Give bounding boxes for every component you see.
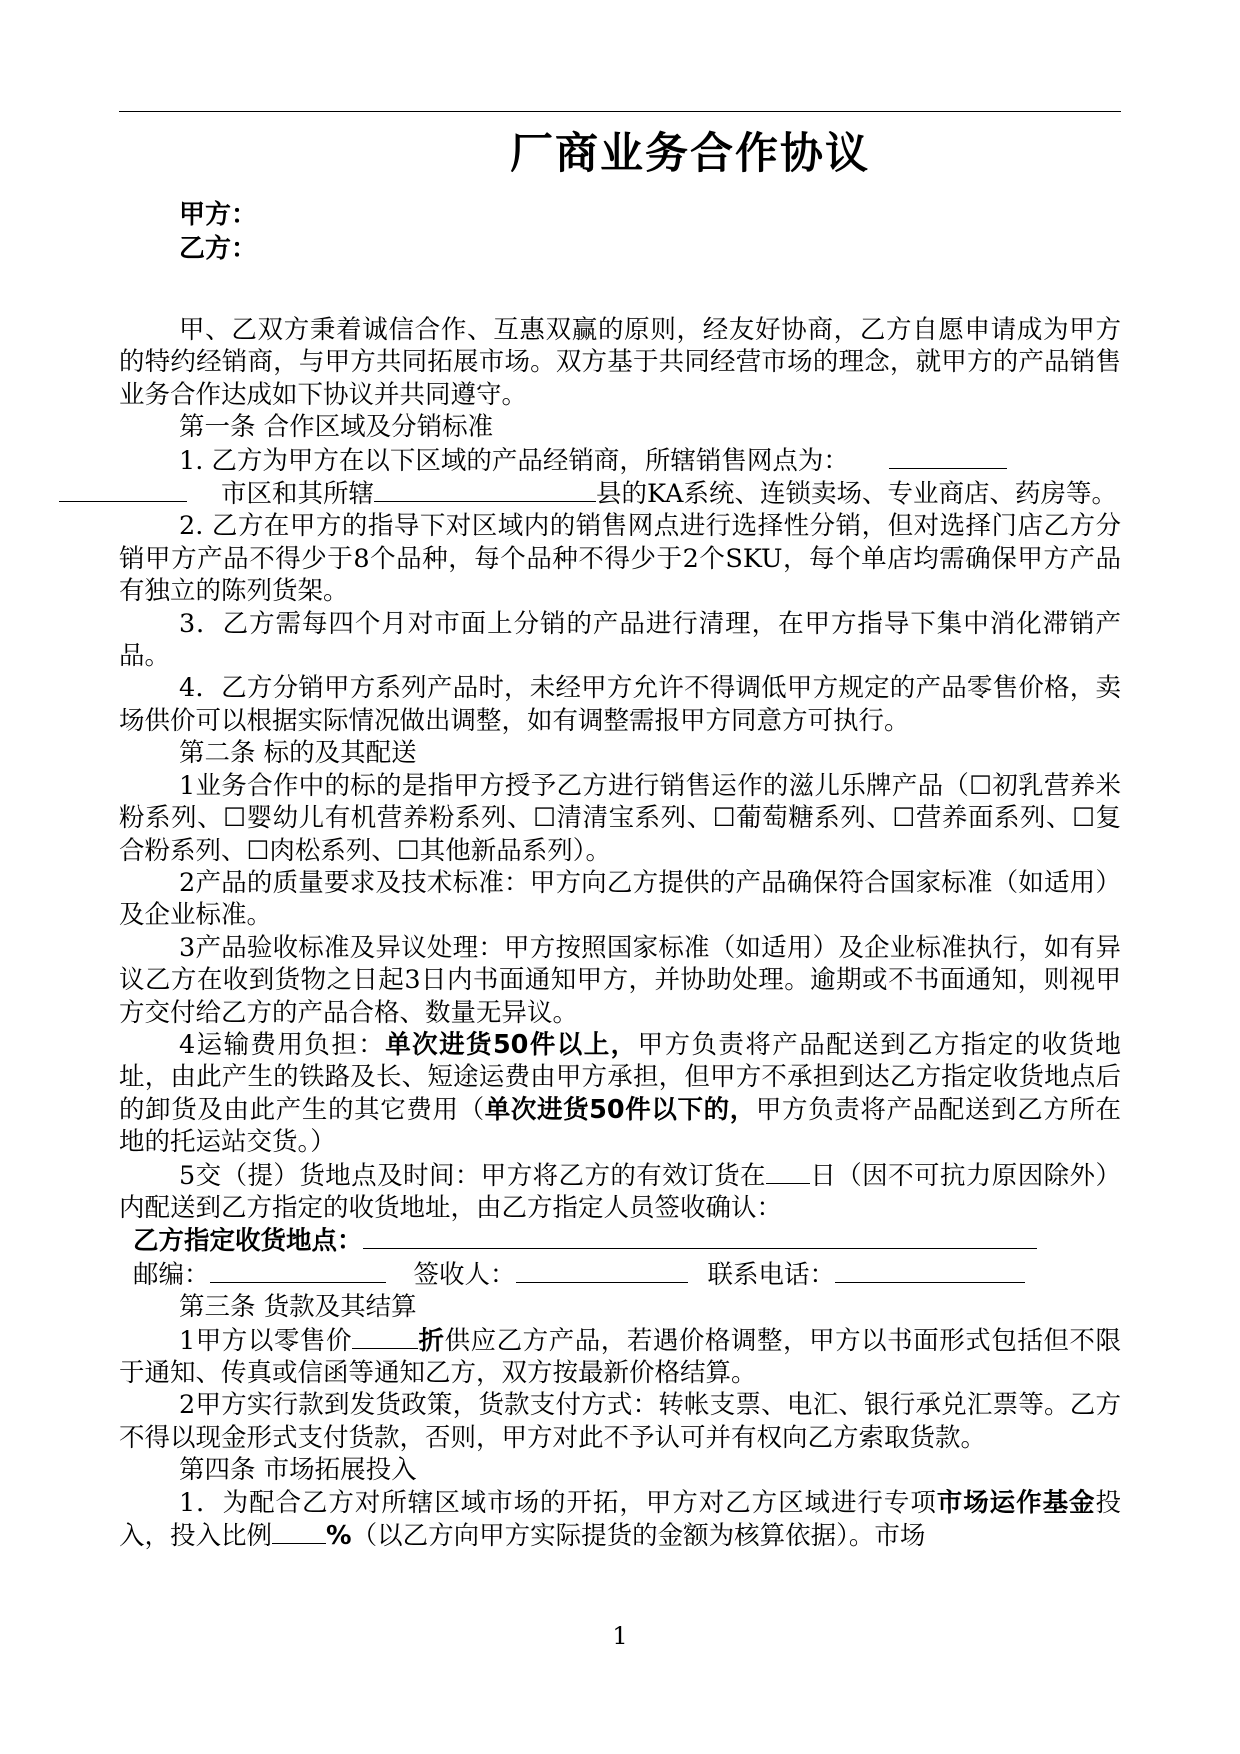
header-rule — [119, 111, 1121, 112]
clause-text: 1. 乙方为甲方在以下区域的产品经销商，所辖销售网点为： — [179, 445, 849, 476]
page-number: 1 — [612, 1622, 628, 1650]
article-2-clause-2: 2产品的质量要求及技术标准：甲方向乙方提供的产品确保符合国家标准（如适用）及企业标准。 — [119, 867, 1121, 931]
blank-field — [59, 477, 187, 502]
clause-text: 1．为配合乙方对所辖区域市场的开拓，甲方对乙方区域进行专项 — [179, 1487, 937, 1518]
intro-paragraph: 甲、乙双方秉着诚信合作、互惠双赢的原则，经友好协商，乙方自愿申请成为甲方的特约经销商，与甲方共同拓展市场。双方基于共同经营市场的理念，就甲方的产品销售业务合作达成如下协议并共同遵守。 — [119, 315, 1121, 410]
clause-text: 供应乙方产品，若遇价格调整，甲方以书面形式包括但不限于通知、传真或信函等通知乙方，双方按最新价格结算。 — [119, 1325, 1121, 1388]
article-4-title: 第四条 市场拓展投入 — [179, 1455, 417, 1486]
address-blank — [363, 1224, 1037, 1249]
article-2-clause-3: 3产品验收标准及异议处理：甲方按照国家标准（如适用）及企业标准执行，如有异议乙方在收到货物之日起3日内书面通知甲方，并协助处理。逾期或不书面通知，则视甲方交付给乙方的产品合格、数量无异议。 — [119, 932, 1121, 1028]
document-body — [119, 314, 1121, 1552]
blank-field — [272, 1519, 326, 1544]
article-4-clause-1 — [119, 1487, 1121, 1553]
article-3-title: 第三条 货款及其结算 — [179, 1292, 417, 1323]
clause-text: 投入，投入比例 — [119, 1487, 1121, 1552]
clause-text: （以乙方向甲方实际提货的金额为核算依据）。市场 — [351, 1521, 926, 1552]
article-3-clause-1 — [119, 1324, 1121, 1390]
bold-text: 单次进货50件以上， — [385, 1029, 638, 1060]
phone-blank — [835, 1258, 1025, 1283]
blank-field — [374, 477, 596, 502]
blank-field — [889, 444, 1007, 469]
article-3-clause-2: 2甲方实行款到发货政策，货款支付方式：转帐支票、电汇、银行承兑汇票等。乙方不得以现金形式支付货款，否则，甲方对此不予认可并有权向乙方索取货款。 — [119, 1390, 1121, 1453]
article-1-title: 第一条 合作区域及分销标准 — [179, 412, 494, 443]
article-2-clause-4 — [119, 1029, 1121, 1159]
article-2-clause-1: 1业务合作中的标的是指甲方授予乙方进行销售运作的滋儿乐牌产品（☐初乳营养米粉系列、☐婴幼儿有机营养粉系列、☐清清宝系列、☐葡萄糖系列、☐营养面系列、☐复合粉系列、☐肉松系列、☐其他新品系列）。 — [119, 770, 1121, 866]
clause-text: 日（因不可抗力原因除外）内配送到乙方指定的收货地址，由乙方指定人员签收确认： — [119, 1160, 1121, 1223]
bold-text: % — [326, 1521, 352, 1552]
receive-address-label: 乙方指定收货地点： — [133, 1226, 363, 1257]
document-title: 厂商业务合作协议 — [510, 129, 870, 179]
signer-label: 签收人： — [413, 1259, 516, 1290]
receive-address-row — [119, 1224, 1121, 1257]
article-1-clause-2: 2. 乙方在甲方的指导下对区域内的销售网点进行选择性分销，但对选择门店乙方分销甲方产品不得少于8个品种，每个品种不得少于2个SKU，每个单店均需确保甲方产品有独立的陈列货架。 — [119, 511, 1121, 607]
article-1-clause-1 — [119, 444, 1121, 511]
article-1-clause-4: 4．乙方分销甲方系列产品时，未经甲方允许不得调低甲方规定的产品零售价格，卖场供价可以根据实际情况做出调整，如有调整需报甲方同意方可执行。 — [119, 673, 1121, 736]
clause-text: 4运输费用负担： — [179, 1029, 386, 1060]
clause-text: 1甲方以零售价 — [179, 1325, 352, 1356]
party-a-label: 甲方： — [179, 200, 258, 230]
bold-text: 单次进货50件以下的， — [484, 1094, 756, 1125]
clause-text: 市区和其所辖 — [221, 479, 375, 510]
clause-text: 甲方负责将产品配送到乙方所在地的托运站交货。） — [119, 1094, 1121, 1158]
blank-field — [766, 1159, 810, 1184]
article-2-title: 第二条 标的及其配送 — [179, 738, 417, 769]
article-1-clause-3: 3．乙方需每四个月对市面上分销的产品进行清理，在甲方指导下集中消化滞销产品。 — [119, 608, 1121, 672]
clause-text: 5交（提）货地点及时间：甲方将乙方的有效订货在 — [179, 1160, 766, 1191]
postcode-label: 邮编： — [133, 1259, 210, 1290]
contact-row — [119, 1258, 1121, 1291]
bold-text: 市场运作基金 — [936, 1487, 1096, 1518]
bold-text: 折 — [417, 1325, 445, 1356]
phone-label: 联系电话： — [707, 1259, 836, 1290]
clause-text: 甲方负责将产品配送到乙方指定的收货地址，由此产生的铁路及长、短途运费由甲方承担，但甲方不承担到达乙方指定收货地点后的卸货及由此产生的其它费用（ — [119, 1029, 1121, 1125]
party-b-label: 乙方： — [179, 234, 258, 264]
signer-blank — [516, 1258, 688, 1283]
postcode-blank — [210, 1258, 386, 1283]
clause-text: 县的KA系统、连锁卖场、专业商店、药房等。 — [596, 479, 1117, 510]
blank-field — [352, 1324, 418, 1349]
article-2-clause-5 — [119, 1159, 1121, 1225]
